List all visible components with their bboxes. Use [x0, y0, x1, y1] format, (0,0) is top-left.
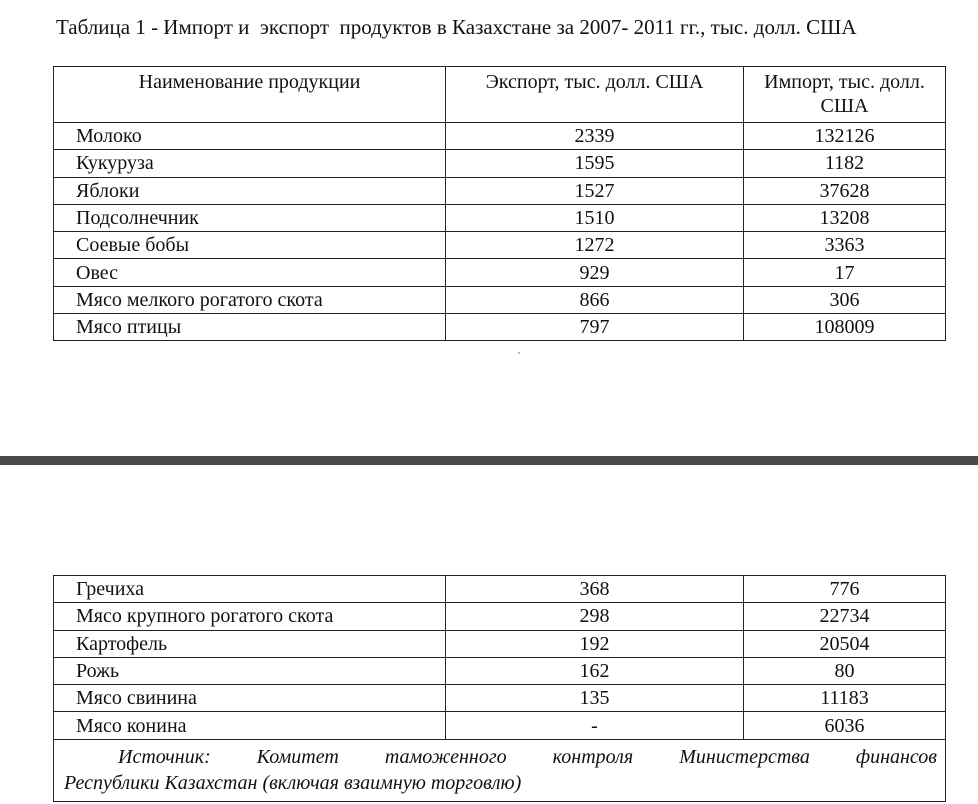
import-value: 11183	[744, 685, 946, 712]
table-title: Таблица 1 - Импорт и экспорт продуктов в Казахстане за 2007- 2011 гг., тыс. долл. США	[56, 15, 857, 39]
scan-speck	[518, 352, 520, 354]
table-row	[54, 232, 946, 259]
import-value: 17	[744, 259, 946, 286]
product-name: Мясо мелкого рогатого скота	[54, 286, 446, 313]
export-value: 298	[446, 603, 744, 630]
table-row	[54, 177, 946, 204]
import-value: 80	[744, 657, 946, 684]
export-value: 135	[446, 685, 744, 712]
import-value: 6036	[744, 712, 946, 739]
product-name: Рожь	[54, 657, 446, 684]
table-row	[54, 576, 946, 603]
export-value: 1595	[446, 150, 744, 177]
product-name: Яблоки	[54, 177, 446, 204]
product-name: Мясо птицы	[54, 314, 446, 341]
header-product-name: Наименование продукции	[54, 67, 446, 123]
export-value: 162	[446, 657, 744, 684]
table-header-row	[54, 67, 946, 123]
table-row	[54, 603, 946, 630]
export-value: 797	[446, 314, 744, 341]
source-note	[54, 739, 946, 801]
header-export: Экспорт, тыс. долл. США	[446, 67, 744, 123]
import-value: 37628	[744, 177, 946, 204]
product-name: Картофель	[54, 630, 446, 657]
export-value: 1510	[446, 204, 744, 231]
table-row	[54, 286, 946, 313]
import-value: 132126	[744, 123, 946, 150]
table-row	[54, 630, 946, 657]
table-row	[54, 657, 946, 684]
export-value: 1527	[446, 177, 744, 204]
table-row	[54, 259, 946, 286]
product-name: Молоко	[54, 123, 446, 150]
export-value: 929	[446, 259, 744, 286]
product-name: Кукуруза	[54, 150, 446, 177]
product-name: Мясо конина	[54, 712, 446, 739]
table-row	[54, 712, 946, 739]
product-name: Подсолнечник	[54, 204, 446, 231]
table-row	[54, 685, 946, 712]
import-value: 108009	[744, 314, 946, 341]
export-value: 192	[446, 630, 744, 657]
source-line-1: Источник: Комитет таможенного контроля Министерства финансов	[118, 745, 937, 768]
table-row	[54, 204, 946, 231]
table-row	[54, 314, 946, 341]
product-name: Овес	[54, 259, 446, 286]
export-value: -	[446, 712, 744, 739]
table-part-2	[53, 575, 946, 802]
table-row	[54, 123, 946, 150]
export-value: 368	[446, 576, 744, 603]
import-value: 1182	[744, 150, 946, 177]
import-value: 3363	[744, 232, 946, 259]
import-value: 13208	[744, 204, 946, 231]
import-value: 20504	[744, 630, 946, 657]
export-value: 2339	[446, 123, 744, 150]
table-part-1	[53, 66, 946, 341]
source-row	[54, 739, 946, 801]
import-value: 22734	[744, 603, 946, 630]
product-name: Мясо свинина	[54, 685, 446, 712]
page-break-divider	[0, 456, 978, 465]
table-row	[54, 150, 946, 177]
product-name: Соевые бобы	[54, 232, 446, 259]
product-name: Мясо крупного рогатого скота	[54, 603, 446, 630]
export-value: 866	[446, 286, 744, 313]
import-value: 776	[744, 576, 946, 603]
export-value: 1272	[446, 232, 744, 259]
header-import: Импорт, тыс. долл. США	[744, 67, 946, 123]
product-name: Гречиха	[54, 576, 446, 603]
source-line-2: Республики Казахстан (включая взаимную торговлю)	[64, 771, 522, 794]
import-value: 306	[744, 286, 946, 313]
